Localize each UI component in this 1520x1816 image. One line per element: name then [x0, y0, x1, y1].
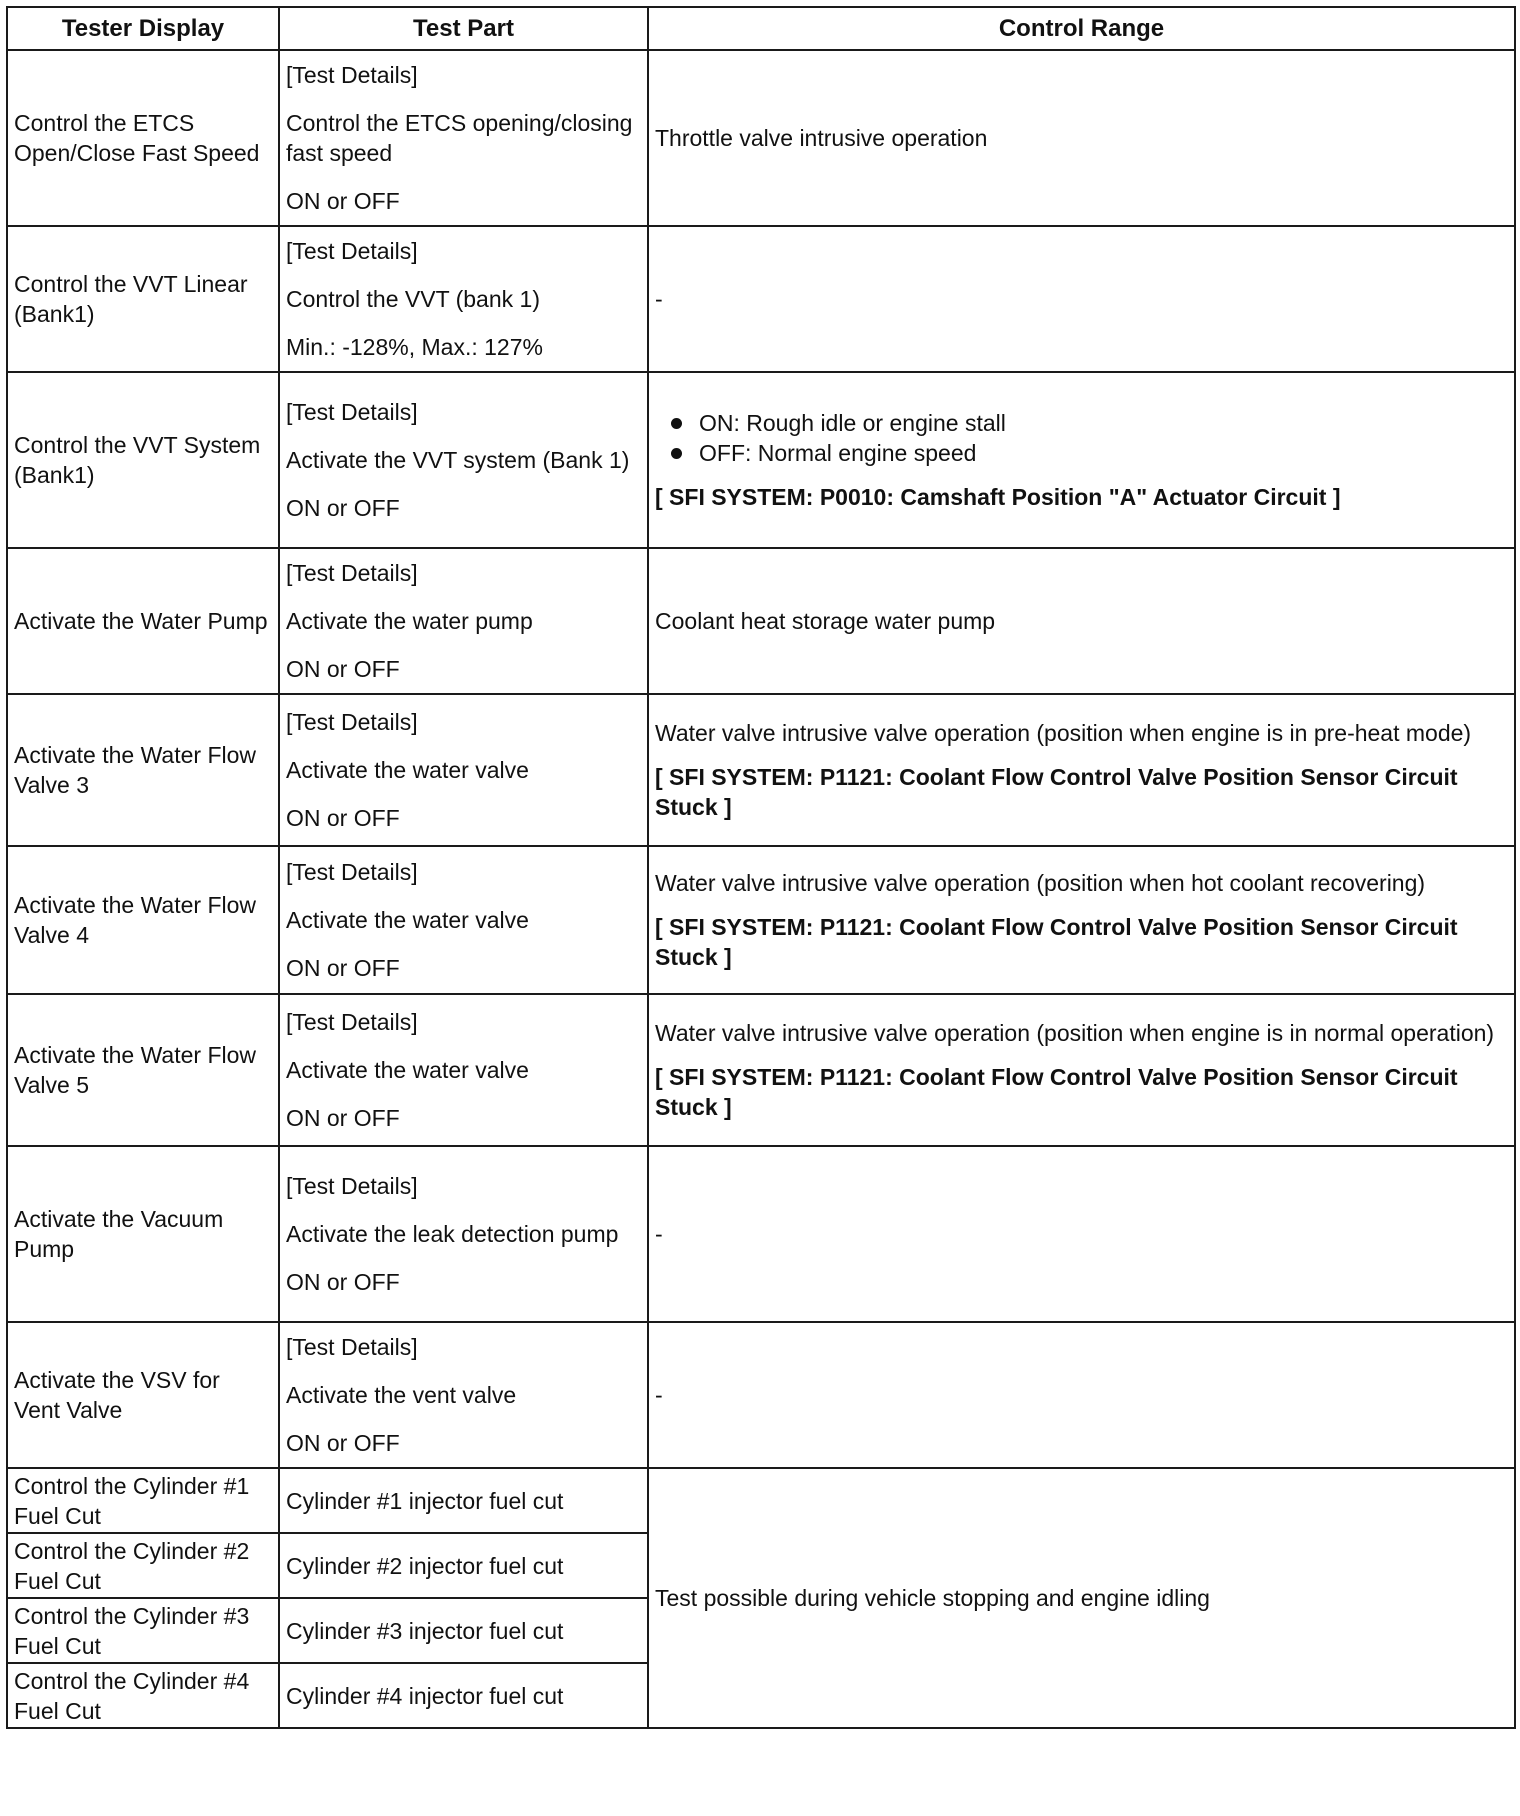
- test-details-label: [Test Details]: [286, 399, 418, 425]
- tester-display-cell: Control the VVT System (Bank1): [7, 372, 279, 548]
- sfi-system-reference: [ SFI SYSTEM: P1121: Coolant Flow Control Valve Position Sensor Circuit Stuck ]: [655, 764, 1458, 820]
- test-details-description: Activate the vent valve: [286, 1382, 517, 1408]
- test-details-values: ON or OFF: [286, 1269, 400, 1295]
- test-details-description: Activate the water valve: [286, 1057, 529, 1083]
- header-control-range: Control Range: [648, 7, 1515, 50]
- test-part-cell: [279, 994, 648, 1146]
- sfi-system-reference: [ SFI SYSTEM: P1121: Coolant Flow Control Valve Position Sensor Circuit Stuck ]: [655, 914, 1458, 970]
- tester-display-cell: Control the Cylinder #4 Fuel Cut: [7, 1663, 279, 1728]
- control-range-text: Water valve intrusive valve operation (position when engine is in pre-heat mode): [655, 720, 1472, 746]
- test-details-values: ON or OFF: [286, 495, 400, 521]
- tester-display-cell: Activate the Vacuum Pump: [7, 1146, 279, 1322]
- test-details-label: [Test Details]: [286, 1334, 418, 1360]
- table-row: [7, 372, 1515, 548]
- tester-display-cell: Control the ETCS Open/Close Fast Speed: [7, 50, 279, 226]
- sfi-system-reference: [ SFI SYSTEM: P0010: Camshaft Position "A" Actuator Circuit ]: [655, 484, 1341, 510]
- tester-display-cell: Control the Cylinder #2 Fuel Cut: [7, 1533, 279, 1598]
- test-part-cell: Cylinder #2 injector fuel cut: [279, 1533, 648, 1598]
- test-part-cell: [279, 226, 648, 372]
- table-row: [7, 846, 1515, 994]
- control-range-cell: [648, 226, 1515, 372]
- test-part-cell: [279, 548, 648, 694]
- test-details-label: [Test Details]: [286, 238, 418, 264]
- control-range-text: Throttle valve intrusive operation: [655, 125, 988, 151]
- test-details-label: [Test Details]: [286, 859, 418, 885]
- test-part-cell: [279, 372, 648, 548]
- tester-display-cell: Control the VVT Linear (Bank1): [7, 226, 279, 372]
- tester-display-cell: Control the Cylinder #3 Fuel Cut: [7, 1598, 279, 1663]
- control-range-text: Water valve intrusive valve operation (position when hot coolant recovering): [655, 870, 1426, 896]
- bullet-item-on: ON: Rough idle or engine stall: [699, 408, 1508, 438]
- test-details-description: Activate the water valve: [286, 907, 529, 933]
- test-details-description: Control the ETCS opening/closing fast speed: [286, 110, 633, 166]
- test-details-label: [Test Details]: [286, 1173, 418, 1199]
- header-tester-display: Tester Display: [7, 7, 279, 50]
- control-range-cell: [648, 994, 1515, 1146]
- tester-display-cell: Activate the Water Pump: [7, 548, 279, 694]
- test-details-values: ON or OFF: [286, 188, 400, 214]
- test-part-cell: Cylinder #3 injector fuel cut: [279, 1598, 648, 1663]
- test-part-cell: [279, 50, 648, 226]
- tester-display-cell: Activate the Water Flow Valve 5: [7, 994, 279, 1146]
- tester-display-cell: Activate the Water Flow Valve 4: [7, 846, 279, 994]
- table-row: [7, 994, 1515, 1146]
- table-row: [7, 226, 1515, 372]
- test-details-description: Activate the VVT system (Bank 1): [286, 447, 630, 473]
- table-row: [7, 1146, 1515, 1322]
- test-details-label: [Test Details]: [286, 1009, 418, 1035]
- control-range-cell-cylinders: Test possible during vehicle stopping and engine idling: [648, 1468, 1515, 1728]
- test-details-values: ON or OFF: [286, 805, 400, 831]
- test-details-values: ON or OFF: [286, 1105, 400, 1131]
- table-row: [7, 1322, 1515, 1468]
- sfi-system-reference: [ SFI SYSTEM: P1121: Coolant Flow Control Valve Position Sensor Circuit Stuck ]: [655, 1064, 1458, 1120]
- control-range-bullet-list: [655, 408, 1508, 468]
- header-test-part: Test Part: [279, 7, 648, 50]
- test-part-cell: [279, 694, 648, 846]
- control-range-cell: [648, 50, 1515, 226]
- table-row: [7, 694, 1515, 846]
- test-details-values: Min.: -128%, Max.: 127%: [286, 334, 543, 360]
- tester-display-cell: Activate the VSV for Vent Valve: [7, 1322, 279, 1468]
- header-row: [7, 7, 1515, 50]
- tester-display-cell: Activate the Water Flow Valve 3: [7, 694, 279, 846]
- test-details-description: Control the VVT (bank 1): [286, 286, 540, 312]
- test-details-label: [Test Details]: [286, 560, 418, 586]
- control-range-cell: [648, 846, 1515, 994]
- test-part-cell: Cylinder #1 injector fuel cut: [279, 1468, 648, 1533]
- tester-display-cell: Control the Cylinder #1 Fuel Cut: [7, 1468, 279, 1533]
- control-range-text: -: [655, 286, 663, 312]
- control-range-text: -: [655, 1221, 663, 1247]
- test-details-values: ON or OFF: [286, 656, 400, 682]
- control-range-text: -: [655, 1382, 663, 1408]
- test-details-description: Activate the water valve: [286, 757, 529, 783]
- control-range-cell: [648, 372, 1515, 548]
- test-details-label: [Test Details]: [286, 62, 418, 88]
- table-row: [7, 548, 1515, 694]
- control-range-text: Coolant heat storage water pump: [655, 608, 996, 634]
- test-part-cell: [279, 1146, 648, 1322]
- test-part-cell: Cylinder #4 injector fuel cut: [279, 1663, 648, 1728]
- test-part-cell: [279, 1322, 648, 1468]
- control-range-cell: [648, 1146, 1515, 1322]
- test-details-label: [Test Details]: [286, 709, 418, 735]
- active-test-table: [6, 6, 1516, 1729]
- control-range-cell: [648, 1322, 1515, 1468]
- test-details-values: ON or OFF: [286, 955, 400, 981]
- bullet-item-off: OFF: Normal engine speed: [699, 438, 1508, 468]
- test-details-description: Activate the water pump: [286, 608, 533, 634]
- test-details-description: Activate the leak detection pump: [286, 1221, 619, 1247]
- table-row: [7, 50, 1515, 226]
- test-part-cell: [279, 846, 648, 994]
- test-details-values: ON or OFF: [286, 1430, 400, 1456]
- control-range-cell: [648, 548, 1515, 694]
- control-range-cell: [648, 694, 1515, 846]
- table-row-cylinder-1: [7, 1468, 1515, 1533]
- control-range-text: Water valve intrusive valve operation (position when engine is in normal operation): [655, 1020, 1495, 1046]
